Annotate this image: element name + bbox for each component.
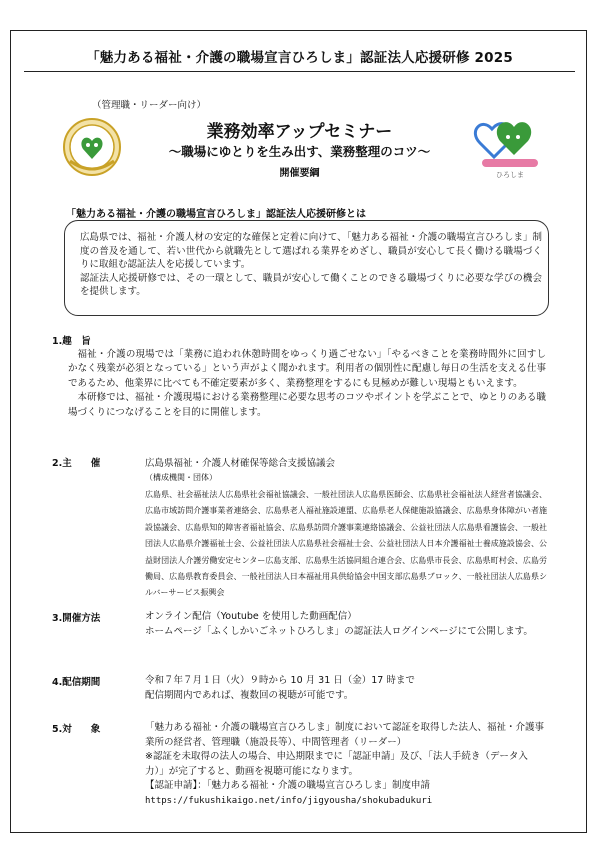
period-line: 令和７年７月１日（火）９時から 10 月 31 日（金）17 時まで — [145, 675, 415, 686]
outline-label: 開催要綱 — [279, 168, 320, 179]
about-heading: 「魅力ある福祉・介護の職場宣言ひろしま」認証法人応援研修とは — [62, 205, 370, 220]
section-target-heading: 5.対 象 — [52, 724, 101, 735]
target-line: 【認証申請】：「魅力ある福祉・介護の職場宣言ひろしま」制度申請 — [145, 780, 431, 791]
seminar-title: 業務効率アップセミナー — [206, 122, 393, 142]
target-line: 「魅力ある福祉・介護の職場宣言ひろしま」制度において認証を取得した法人、福祉・介護事業所の経営者、管理職（施設長等）、中間管理者（リーダー） — [145, 722, 545, 748]
purpose-paragraph: 福祉・介護の現場では「業務に追われ休憩時間をゆっくり過ごせない」「やるべきことを業務時間外に回すしかなく残業が必須となっている」という声がよく聞かれます。利用者の個別性に配慮し毎日の生活を支える仕事であるため、他業界に比べても不確定要素が多く、業務整理をするにも見極めが難しい現場ともいえます。 — [68, 349, 546, 389]
section-host-heading: 2.主 催 — [52, 458, 101, 469]
host-members-label: （構成機関・団体） — [145, 473, 217, 482]
audience-label: （管理職・リーダー向け） — [92, 100, 207, 111]
period-line: 配信期間内であれば、複数回の視聴が可能です。 — [145, 689, 354, 701]
section-target-body — [145, 721, 545, 808]
svg-text:ひろしま: ひろしま — [496, 171, 524, 179]
section-purpose-body — [68, 348, 546, 420]
purpose-paragraph: 本研修では、福祉・介護現場における業務整理に必要な思考のコツやポイントを学ぶことで、ゆとりのある職場づくりにつなげることを目的に開催します。 — [68, 392, 546, 418]
method-line: オンライン配信（Youtube を使用した動画配信） — [145, 611, 357, 622]
section-method-body — [145, 610, 545, 639]
about-text — [80, 231, 542, 299]
host-members-list: 広島県、社会福祉法人広島県社会福祉協議会、一般社団法人広島県医師会、広島県社会福祉法人経営者協議会、広島市域訪問介護事業者連絡会、広島県老人福祉施設連盟、広島県老人保健施設協議会、広島県身体障がい者施設協議会、広島県知的障害者福祉協会、広島県訪問介護事業連絡協議会、公益社団法人広島県看護協会、一般社団法人広島県介護福祉士会、公益社団法人広島県社会福祉士会、公益社団法人日本介護福祉士養成施設協会、公益財団法人介護労働安定センター広島支部、広島県生活協同組合連合会、広島県市長会、広島県町村会、広島労働局、広島県教育委員会、一般社団法人日本福祉用具供給協会中国支部広島県ブロック、一般社団法人広島県シルバーサービス振興会 — [145, 490, 547, 598]
section-period-body — [145, 674, 545, 703]
title-underline — [24, 71, 575, 72]
about-paragraph: 広島県では、福祉・介護人材の安定的な確保と定着に向けて、「魅力ある福祉・介護の職場宣言ひろしま」制度の普及を通して、若い世代から就職先として選ばれる業界をめざし、職員が安心して長く働ける職場づくりに取組む認証法人を応援しています。 — [80, 232, 542, 270]
method-line: ホームページ「ふくしかいごネットひろしま」の認証法人ログインページにて公開します。 — [145, 625, 533, 637]
about-paragraph: 認証法人応援研修では、その一環として、職員が安心して働くことのできる職場づくりに必要な学びの機会を提供します。 — [80, 272, 542, 297]
application-url-link[interactable]: https://fukushikaigo.net/info/jigyousha/shokubadukuri — [145, 795, 433, 806]
section-purpose-heading: 1.趣 旨 — [52, 336, 91, 347]
document-title: 「魅力ある福祉・介護の職場宣言ひろしま」認証法人応援研修 2025 — [86, 50, 513, 66]
target-line: ※認証を未取得の法人の場合、申込期限までに「認証申請」及び、「法人手続き（データ入力）」が完了すると、動画を視聴可能になります。 — [145, 751, 528, 777]
section-period-heading: 4.配信期間 — [52, 677, 101, 688]
seminar-subtitle: ～職場にゆとりを生み出す、業務整理のコツ～ — [168, 144, 431, 159]
section-method-heading: 3.開催方法 — [52, 613, 101, 624]
host-organization-name: 広島県福祉・介護人材確保等総合支援協議会 — [145, 458, 336, 469]
